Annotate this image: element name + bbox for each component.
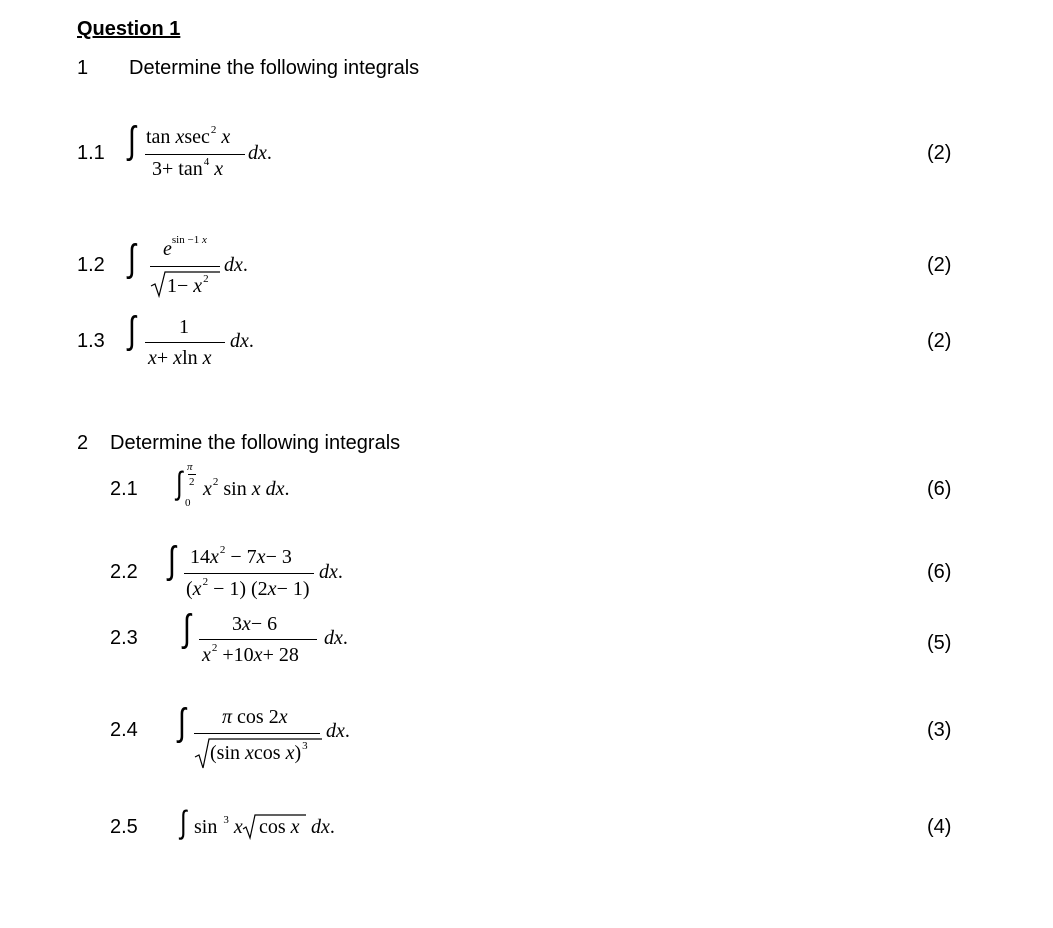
differential: dx. xyxy=(326,720,350,742)
differential: dx. xyxy=(224,254,248,276)
differential: dx. xyxy=(248,142,272,164)
radicand: cos x xyxy=(259,816,300,838)
item-1-2-marks: (2) xyxy=(927,254,952,276)
fraction-line xyxy=(194,733,320,734)
numerator: $e^{sin -1 x}$ xyxy=(163,234,207,260)
integral-sign: ∫ xyxy=(128,238,136,280)
upper-limit-denominator: 2 xyxy=(189,476,195,488)
integral-sign: ∫ xyxy=(180,804,187,840)
lower-limit: 0 xyxy=(185,497,191,509)
denominator: $(x^2 - 1)$ (2x− 1) xyxy=(186,576,310,600)
integral-1-2 xyxy=(128,232,278,300)
section-1-heading: Determine the following integrals xyxy=(129,57,420,79)
item-2-1-label: 2.1 xyxy=(110,478,138,500)
section-1-number: 1 xyxy=(77,57,89,79)
fraction-line xyxy=(199,639,317,640)
item-1-1-marks: (2) xyxy=(927,142,952,164)
item-2-4-label: 2.4 xyxy=(110,719,138,741)
denominator: $x^2 +10x+ 28$ xyxy=(202,642,299,666)
integral-sign: ∫ xyxy=(178,702,186,744)
integral-sign: ∫ xyxy=(128,310,136,352)
differential: dx. xyxy=(319,561,343,583)
fraction-line xyxy=(150,266,220,267)
integral-sign: ∫ xyxy=(176,465,183,501)
numerator: $14x^2 - 7x- 3$ xyxy=(190,544,292,568)
section-2-heading: Determine the following integrals xyxy=(110,432,401,454)
integral-sign: ∫ xyxy=(183,608,191,650)
integrand: sin $^3$ x xyxy=(194,814,243,838)
numerator: π cos 2x xyxy=(222,706,288,728)
integral-2-2 xyxy=(168,540,368,604)
item-2-5-marks: (4) xyxy=(927,816,952,838)
integrand: $x^2$ sin x dx. xyxy=(203,476,290,500)
differential: dx. xyxy=(230,330,254,352)
upper-limit-bar xyxy=(188,474,196,475)
integral-2-3 xyxy=(183,608,373,670)
denominator: $1- x^2$ xyxy=(167,273,209,297)
item-1-3-label: 1.3 xyxy=(77,330,105,352)
differential: dx. xyxy=(311,816,335,838)
item-2-3-marks: (5) xyxy=(927,632,952,654)
item-2-4-marks: (3) xyxy=(927,719,952,741)
item-2-2-marks: (6) xyxy=(927,561,952,583)
integral-sign: ∫ xyxy=(128,120,136,162)
differential: dx. xyxy=(324,627,348,649)
numerator: tan xsec$^2$ x xyxy=(146,124,231,148)
section-2-number: 2 xyxy=(77,432,89,454)
integral-2-1 xyxy=(176,462,316,512)
integral-1-3 xyxy=(128,312,278,372)
numerator: 3x− 6 xyxy=(232,613,278,635)
denominator: (sin xcos x)$^3$ xyxy=(210,740,308,764)
upper-limit: π xyxy=(187,461,193,473)
numerator: 1 xyxy=(179,316,189,338)
item-2-1-marks: (6) xyxy=(927,478,952,500)
fraction-line xyxy=(184,573,314,574)
item-1-2-label: 1.2 xyxy=(77,254,105,276)
item-1-3-marks: (2) xyxy=(927,330,952,352)
question-title: Question 1 xyxy=(77,18,181,40)
integral-sign: ∫ xyxy=(168,540,176,582)
item-1-1-label: 1.1 xyxy=(77,142,105,164)
denominator: x+ xln x xyxy=(148,347,212,369)
denominator: $3+ \tan^4 x$ xyxy=(152,156,224,180)
fraction-line xyxy=(145,342,225,343)
fraction-line xyxy=(145,154,245,155)
integral-2-4 xyxy=(178,702,368,772)
integral-2-5 xyxy=(180,806,380,848)
item-2-5-label: 2.5 xyxy=(110,816,138,838)
item-2-3-label: 2.3 xyxy=(110,627,138,649)
integral-1-1 xyxy=(128,122,288,184)
item-2-2-label: 2.2 xyxy=(110,561,138,583)
